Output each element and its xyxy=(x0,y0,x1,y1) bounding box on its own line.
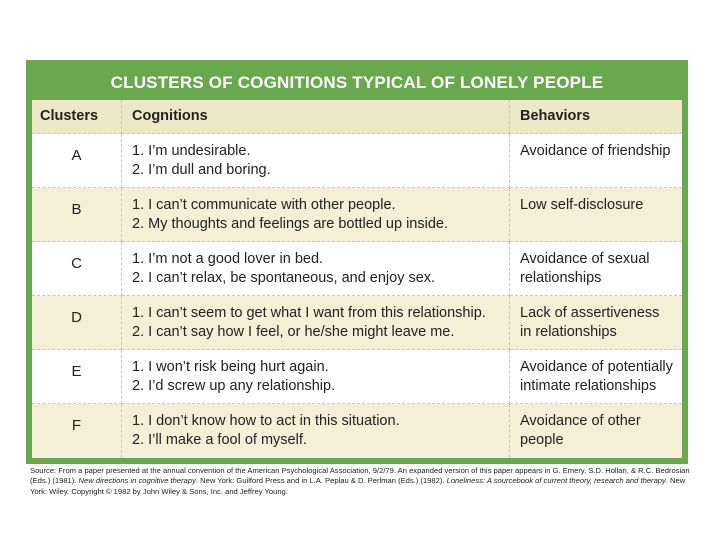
cluster-cell: F xyxy=(32,404,122,458)
cluster-cell: A xyxy=(32,134,122,188)
cluster-cell: C xyxy=(32,242,122,296)
table-grid xyxy=(32,100,682,458)
cognition-item: 2. I can’t relax, be spontaneous, and enjoy sex. xyxy=(132,270,436,287)
cluster-cell: D xyxy=(32,296,122,350)
behavior-cell: Avoidance of sexual relationships xyxy=(510,242,682,296)
cognition-item: 2. I’d screw up any relationship. xyxy=(132,378,336,395)
behavior-cell: Avoidance of other people xyxy=(510,404,682,458)
cognitions-cell xyxy=(122,404,510,458)
cognition-item: 2. My thoughts and feelings are bottled up inside. xyxy=(132,216,448,233)
behavior-cell: Avoidance of friendship xyxy=(510,134,682,188)
source-text: . New York: Wiley. Copyright © 1982 by John Wiley & Sons, Inc. and Jeffrey Young. xyxy=(30,476,686,496)
cognitions-cell xyxy=(122,188,510,242)
cognition-item: 2. I’ll make a fool of myself. xyxy=(132,432,307,449)
header-behaviors: Behaviors xyxy=(510,100,682,134)
cognitions-cell xyxy=(122,350,510,404)
cognitions-table xyxy=(26,60,688,464)
source-book-title: New directions in cognitive therapy xyxy=(78,476,196,486)
header-cognitions: Cognitions xyxy=(122,100,510,134)
table-title: CLUSTERS OF COGNITIONS TYPICAL OF LONELY PEOPLE xyxy=(110,73,604,92)
cognitions-cell xyxy=(122,296,510,350)
cognition-item: 2. I can’t say how I feel, or he/she might leave me. xyxy=(132,324,455,341)
cognition-item: 1. I can’t communicate with other people. xyxy=(132,197,396,213)
cluster-cell: B xyxy=(32,188,122,242)
cognition-item: 1. I won’t risk being hurt again. xyxy=(132,359,329,375)
cluster-cell: E xyxy=(32,350,122,404)
source-book-title: Loneliness: A sourcebook of current theory, research and therapy xyxy=(446,476,666,486)
cognition-item: 1. I’m undesirable. xyxy=(132,143,251,159)
cognitions-cell xyxy=(122,242,510,296)
source-text: Source: From a paper presented at the annual convention of the American Psychological Association, 9/2/79. An expanded version of this paper appears in G. Emery, S.D. Hollan, & R.C. Bedrosian (Eds.) (1981). xyxy=(30,466,690,486)
cognitions-cell xyxy=(122,134,510,188)
cognition-item: 1. I can’t seem to get what I want from this relationship. xyxy=(132,305,486,321)
behavior-cell: Lack of assertiveness in relationships xyxy=(510,296,682,350)
header-clusters: Clusters xyxy=(32,100,122,134)
source-citation xyxy=(30,466,698,497)
cognition-item: 1. I don’t know how to act in this situation. xyxy=(132,413,400,429)
behavior-cell: Avoidance of potentially intimate relationships xyxy=(510,350,682,404)
source-text: . New York: Guilford Press and in L.A. Peplau & D. Perlman (Eds.) (1982). xyxy=(195,476,447,486)
cognition-item: 1. I’m not a good lover in bed. xyxy=(132,251,324,267)
behavior-cell: Low self-disclosure xyxy=(510,188,682,242)
cognition-item: 2. I’m dull and boring. xyxy=(132,162,271,179)
